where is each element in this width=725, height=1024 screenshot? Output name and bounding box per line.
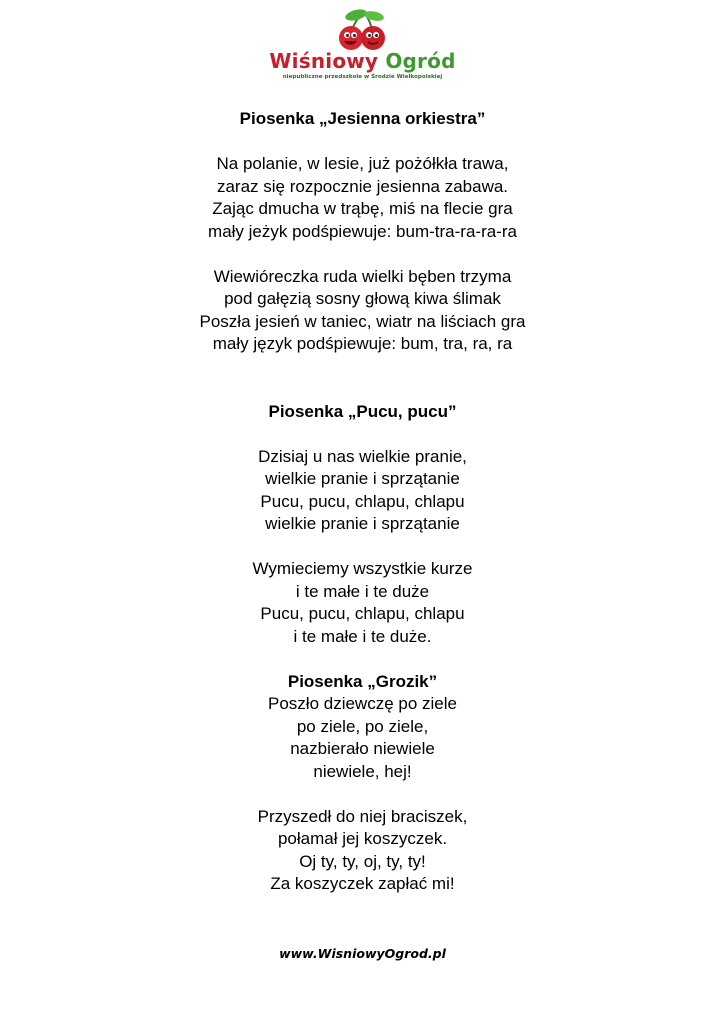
lyric-line: Za koszyczek zapłać mi! xyxy=(270,874,455,893)
lyric-line: Wymieciemy wszystkie kurze xyxy=(252,559,473,578)
lyric-line: mały język podśpiewuje: bum, tra, ra, ra xyxy=(212,334,513,353)
logo-subtitle: niepubliczne przedszkole w Środzie Wielkopolskiej xyxy=(282,74,443,80)
lyric-line: Poszła jesień w taniec, wiatr na liściach gra xyxy=(199,311,526,331)
stanza xyxy=(0,446,725,536)
lyric-line: Pucu, pucu, chlapu, chlapu xyxy=(260,491,465,511)
song-title: Piosenka „Grozik” xyxy=(287,671,438,691)
footer-url: www.WisniowyOgrod.pl xyxy=(279,946,446,961)
lyric-line: i te małe i te duże. xyxy=(293,626,432,646)
lyric-line: Dzisiaj u nas wielkie pranie, xyxy=(258,446,467,466)
lyric-line: Poszło dziewczę po ziele xyxy=(268,694,457,713)
lyric-line: połamał jej koszyczek. xyxy=(277,829,448,848)
stanza xyxy=(0,806,725,896)
stanza xyxy=(0,153,725,243)
lyric-line: wielkie pranie i sprzątanie xyxy=(265,514,460,533)
logo-title-part1: Wiśniowy xyxy=(269,49,386,73)
stanza xyxy=(0,266,725,356)
lyric-line: Pucu, pucu, chlapu, chlapu xyxy=(260,604,465,623)
lyric-line: i te małe i te duże xyxy=(295,581,430,601)
logo-title xyxy=(0,50,725,72)
stanza xyxy=(0,693,725,783)
logo xyxy=(0,8,725,81)
lyric-line: Zając dmucha w trąbę, miś na flecie gra xyxy=(212,199,513,218)
lyric-line: niewiele, hej! xyxy=(313,761,412,781)
lyric-line: wielkie pranie i sprzątanie xyxy=(265,469,460,488)
lyric-line: po ziele, po ziele, xyxy=(296,716,429,736)
song-title: Piosenka „Jesienna orkiestra” xyxy=(239,109,486,128)
lyric-line: Przyszedł do niej braciszek, xyxy=(257,806,468,826)
lyric-line: Na polanie, w lesie, już pożółkła trawa, xyxy=(216,154,509,173)
logo-title-part2: Ogród xyxy=(385,49,456,73)
lyric-line: zaraz się rozpocznie jesienna zabawa. xyxy=(216,176,509,196)
lyric-line: Wiewióreczka ruda wielki bęben trzyma xyxy=(213,266,512,286)
stanza xyxy=(0,558,725,648)
cherries-icon xyxy=(332,8,394,52)
song-title: Piosenka „Pucu, pucu” xyxy=(268,401,457,421)
lyrics-content xyxy=(0,108,725,896)
lyric-line: mały jeżyk podśpiewuje: bum-tra-ra-ra-ra xyxy=(208,221,517,241)
lyric-line: Oj ty, ty, oj, ty, ty! xyxy=(299,851,426,871)
lyric-line: nazbierało niewiele xyxy=(290,739,435,758)
lyric-line: pod gałęzią sosny głową kiwa ślimak xyxy=(224,289,501,308)
